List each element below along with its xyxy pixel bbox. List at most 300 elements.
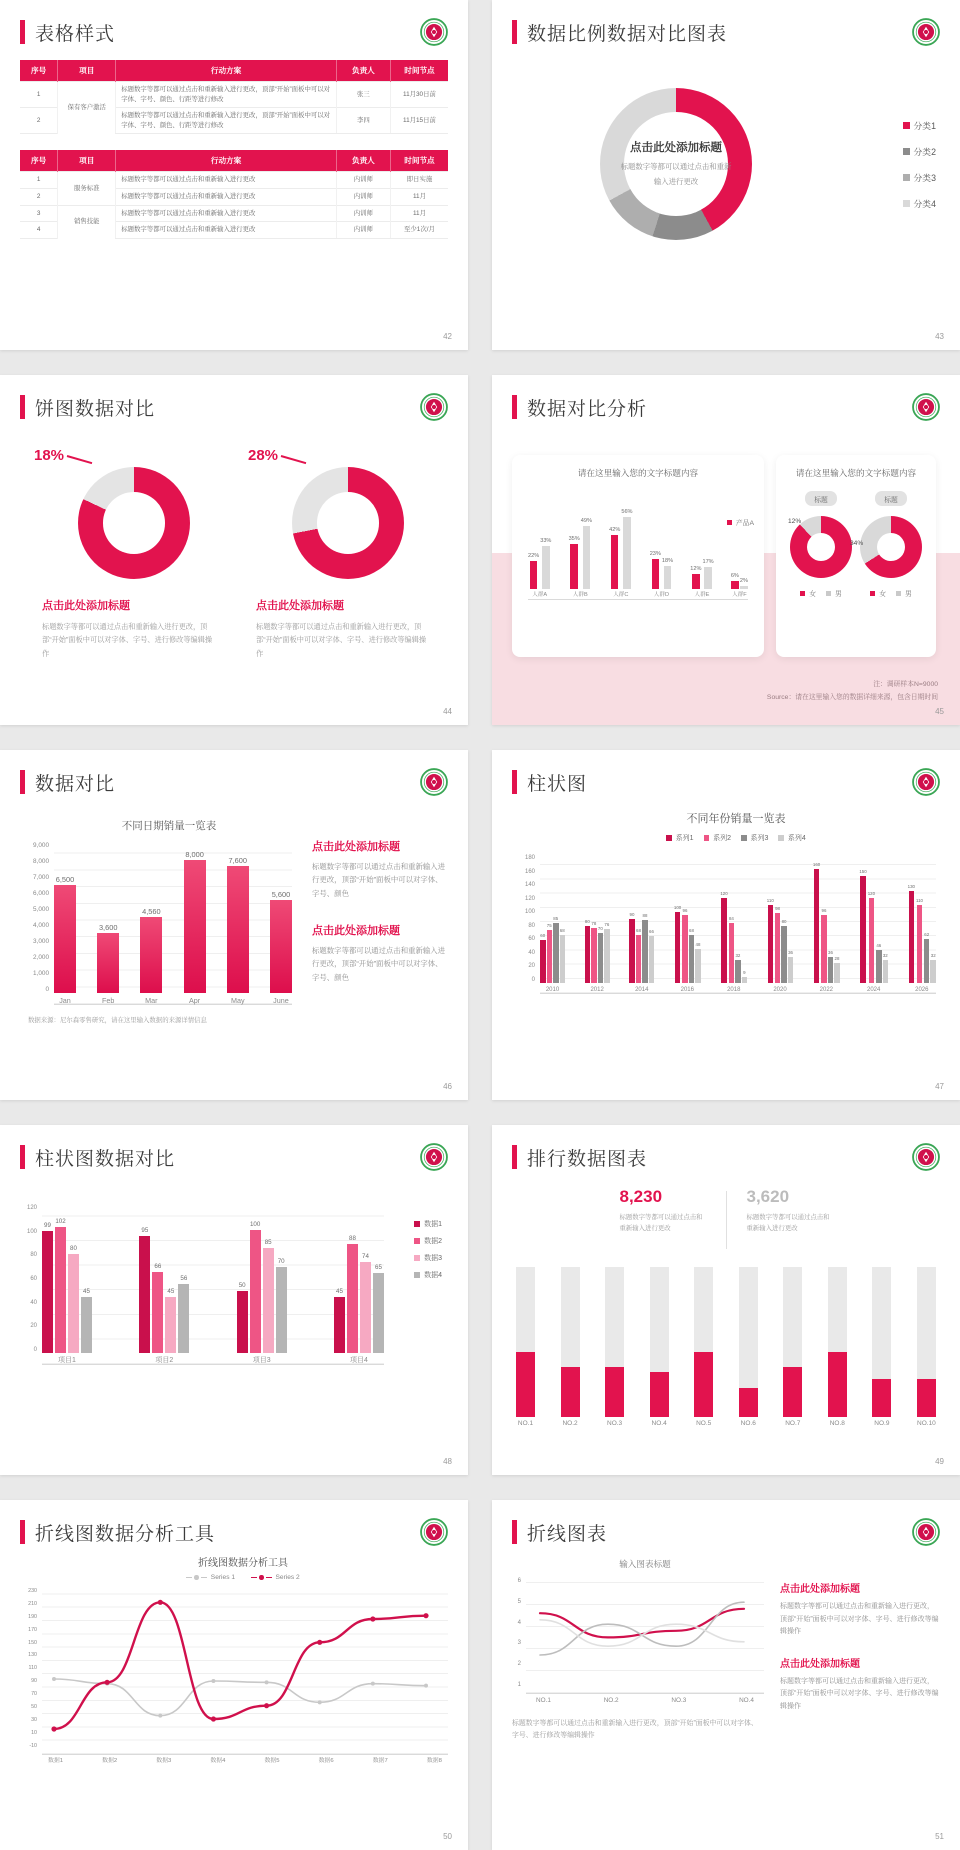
bar xyxy=(649,936,655,983)
line-chart xyxy=(512,1558,764,1743)
y-tick-label: 140 xyxy=(524,882,535,889)
bar-group xyxy=(629,855,654,993)
bar-wrap xyxy=(828,855,834,983)
bar-group xyxy=(720,855,747,993)
bar xyxy=(55,1227,66,1353)
legend-label: 数据3 xyxy=(424,1255,442,1262)
legend-swatch xyxy=(903,122,910,129)
col-header: 项目 xyxy=(58,60,116,82)
donut-chart xyxy=(78,467,190,579)
cell-plan: 标题数字等都可以通过点击和重新输入进行更改 xyxy=(116,172,337,189)
legend-item xyxy=(903,171,937,184)
slide-compare-analysis[interactable] xyxy=(492,375,960,725)
x-axis-label: 数据6 xyxy=(318,1758,334,1764)
x-axis-label: 数据4 xyxy=(210,1758,226,1764)
x-axis-label: NO.3 xyxy=(607,1420,623,1427)
line-marker-icon xyxy=(186,1575,207,1580)
x-axis-label: NO.10 xyxy=(917,1420,936,1427)
bar-row xyxy=(227,843,249,993)
donut-legend xyxy=(903,119,937,210)
bar-group xyxy=(609,509,632,599)
legend-swatch xyxy=(800,591,805,596)
bar-wrap xyxy=(528,509,539,589)
bar xyxy=(781,926,787,983)
bar-wrap xyxy=(729,855,735,983)
bar-wrap xyxy=(775,855,781,983)
bar-group xyxy=(813,855,840,993)
bar xyxy=(184,860,206,993)
legend-label: 分类3 xyxy=(913,172,936,183)
bar xyxy=(178,1284,189,1353)
bar xyxy=(742,977,748,983)
data-point xyxy=(318,1700,322,1704)
bar-group xyxy=(859,855,888,993)
bar-value-label: 60 xyxy=(540,933,546,939)
bar-wrap xyxy=(227,843,249,993)
legend-item xyxy=(903,197,937,210)
pie-callout xyxy=(248,447,307,464)
y-tick-label: 3 xyxy=(517,1640,521,1647)
bar-wrap xyxy=(720,855,727,983)
bar-value-label: 85 xyxy=(553,916,559,922)
data-source-note: 数据来源：尼尔森零售研究，请在这里输入数据的来源详情信息 xyxy=(28,1017,207,1025)
slide-bar-compare[interactable] xyxy=(0,1125,468,1475)
bar xyxy=(152,1272,163,1353)
legend-line xyxy=(266,1577,272,1579)
bars-area xyxy=(54,843,292,1005)
bar-wrap xyxy=(152,1205,163,1353)
x-axis-label: NO.6 xyxy=(740,1420,756,1427)
bar-value-label: 76 xyxy=(604,922,610,928)
table-row xyxy=(20,205,448,222)
bar-wrap xyxy=(553,855,559,983)
bar-row xyxy=(720,855,747,983)
bar xyxy=(553,923,559,983)
stacked-bar xyxy=(917,1267,936,1428)
bar-value-label: 75 xyxy=(546,923,552,929)
slide-donut-ratio[interactable] xyxy=(492,0,960,350)
y-tick-label: 5,000 xyxy=(33,905,49,913)
bar-value-label: 12% xyxy=(690,565,702,572)
bar-group xyxy=(184,843,206,1004)
bar xyxy=(735,960,741,983)
bar-row xyxy=(908,855,936,983)
y-tick-label: 0 xyxy=(33,1346,37,1353)
y-tick-label: 80 xyxy=(528,922,535,929)
bar xyxy=(768,905,774,983)
legend-label: 系列2 xyxy=(713,835,731,842)
bar xyxy=(591,928,597,983)
bar-value-label: 6% xyxy=(730,572,739,579)
bar-wrap xyxy=(178,1205,189,1353)
accent-bar xyxy=(512,1145,517,1169)
bar-group xyxy=(585,855,610,993)
y-tick-label: -10 xyxy=(29,1742,37,1749)
y-tick-label: 100 xyxy=(524,909,535,916)
legend-item xyxy=(414,1219,442,1229)
bar xyxy=(250,1230,261,1353)
bar-value-label: 74 xyxy=(362,1253,369,1261)
page-number: 50 xyxy=(443,1832,452,1841)
donut-chart xyxy=(600,88,752,240)
bar-value-label: 88 xyxy=(349,1235,356,1243)
bar-value-label: 84 xyxy=(728,916,734,922)
bar xyxy=(139,1236,150,1353)
bar-wrap xyxy=(547,855,553,983)
legend-label: 系列3 xyxy=(750,835,769,842)
bar xyxy=(530,561,538,589)
bar-value-label: 45 xyxy=(83,1288,90,1296)
slide-table-style[interactable] xyxy=(0,0,468,350)
bar-value-label: 120 xyxy=(867,891,876,897)
block-title: 点击此处添加标题 xyxy=(780,1584,860,1595)
y-tick-label: 2,000 xyxy=(33,953,49,961)
bar xyxy=(42,1231,53,1353)
source-notes xyxy=(767,679,938,705)
donut-hole xyxy=(317,492,379,554)
bar-group xyxy=(650,509,673,599)
brand-logo-icon xyxy=(420,1143,448,1171)
bar-row xyxy=(540,855,565,983)
table-row xyxy=(20,82,448,108)
bar-row xyxy=(690,509,713,589)
bar-group xyxy=(674,855,701,993)
bar-value-label: 68 xyxy=(559,928,565,934)
title-badge: 标题 xyxy=(805,491,837,506)
brand-logo-icon xyxy=(420,1518,448,1546)
data-point xyxy=(51,1726,56,1731)
chart-title: 输入图表标题 xyxy=(619,1559,671,1569)
bar-value-label: 6,500 xyxy=(55,875,75,885)
block-title: 点击此处添加标题 xyxy=(780,1658,860,1670)
slide-header xyxy=(512,1143,940,1171)
bar xyxy=(347,1244,358,1353)
bar-wrap xyxy=(649,855,655,983)
bar-group xyxy=(270,843,292,1004)
accent-bar xyxy=(512,20,517,44)
y-tick-label: 170 xyxy=(28,1626,37,1633)
bar xyxy=(731,581,739,589)
donut-hole xyxy=(877,533,905,561)
stack-red-segment xyxy=(872,1379,891,1417)
y-tick-label: 130 xyxy=(28,1652,37,1659)
y-tick-label: 20 xyxy=(528,963,535,970)
bar-wrap xyxy=(834,855,840,983)
bar xyxy=(270,900,292,993)
bar-value-label: 80 xyxy=(70,1245,77,1253)
cell-no: 2 xyxy=(20,189,58,206)
cell-plan: 标题数字等都可以通过点击和重新输入进行更改，顶部“开始”面板中可以对字体、字号、颜色、行距等进行修改 xyxy=(116,108,337,134)
stat-callouts xyxy=(512,1187,940,1249)
page-title: 柱状图 xyxy=(527,773,588,795)
data-point xyxy=(211,1716,216,1721)
block-body: 标题数字等都可以通过点击和重新输入进行更改，顶部“开始”面板中可以对字体、字号、进行修改等编辑操作 xyxy=(780,1603,939,1636)
bar-value-label: 23% xyxy=(649,550,661,557)
bar xyxy=(237,1291,248,1353)
y-tick-label: 0 xyxy=(531,976,535,983)
bar-wrap xyxy=(868,855,875,983)
bar xyxy=(629,919,635,983)
bars-area xyxy=(540,855,936,994)
line-series xyxy=(540,1602,744,1655)
bar-value-label: 65 xyxy=(375,1264,382,1272)
legend-item xyxy=(704,833,731,843)
line-plot-area xyxy=(526,1578,764,1694)
page-title: 折线图数据分析工具 xyxy=(35,1523,216,1545)
chart-legend xyxy=(38,1574,448,1581)
slide-line-chart[interactable] xyxy=(492,1500,960,1850)
legend-label: 数据4 xyxy=(424,1272,442,1279)
bar xyxy=(909,891,915,983)
stack-column xyxy=(917,1267,936,1417)
bar-row xyxy=(528,509,551,589)
bar-value-label: 66 xyxy=(154,1263,162,1271)
data-point xyxy=(158,1600,163,1605)
x-axis-label: 项目3 xyxy=(252,1357,271,1364)
legend-swatch xyxy=(896,591,901,596)
slide-header xyxy=(512,1518,940,1546)
bar-value-label: 42% xyxy=(609,526,621,533)
slide-header xyxy=(512,768,940,796)
grouped-bar-chart xyxy=(20,1205,448,1365)
badge-row xyxy=(786,491,926,506)
data-point xyxy=(265,1680,269,1684)
bar xyxy=(682,915,688,983)
stack-red-segment xyxy=(650,1372,669,1417)
y-tick-label: 6 xyxy=(517,1578,521,1584)
legend-label: 系列1 xyxy=(675,835,694,842)
page-title: 柱状图数据对比 xyxy=(35,1148,176,1170)
x-axis-label: May xyxy=(230,996,245,1005)
bar-value-label: 33% xyxy=(540,537,552,544)
slide-data-compare[interactable] xyxy=(0,750,468,1100)
cell-owner: 内训师 xyxy=(336,172,390,189)
brand-logo-icon xyxy=(912,768,940,796)
slide-ranking-chart[interactable] xyxy=(492,1125,960,1475)
bar-row xyxy=(674,855,701,983)
gender-donut-1 xyxy=(790,516,852,578)
stacked-bar xyxy=(828,1267,847,1428)
bar-wrap xyxy=(695,855,701,983)
paired-bar-chart xyxy=(522,509,754,600)
bar-value-label: 68 xyxy=(636,928,641,934)
x-axis-label: 数据8 xyxy=(426,1758,442,1764)
legend-swatch xyxy=(704,835,710,841)
y-tick-label: 9,000 xyxy=(33,842,49,849)
col-header: 负责人 xyxy=(336,60,390,82)
donut-center-text xyxy=(600,88,752,240)
legend-label: Series 1 xyxy=(210,1574,235,1581)
brand-logo xyxy=(912,768,940,796)
stacked-bar-chart xyxy=(512,1267,940,1428)
x-axis-labels xyxy=(42,1755,448,1765)
y-tick-label: 5 xyxy=(517,1598,521,1605)
bar xyxy=(775,913,781,983)
bar xyxy=(821,915,827,983)
slide-header xyxy=(20,1518,448,1546)
cell-time: 11月 xyxy=(390,189,448,206)
y-tick-label: 180 xyxy=(524,855,535,861)
cell-plan: 标题数字等都可以通过点击和重新输入进行更改 xyxy=(116,205,337,222)
stacked-bar xyxy=(650,1267,669,1428)
bar xyxy=(642,920,648,983)
chart-title: 折线图数据分析工具 xyxy=(198,1558,288,1569)
bar-wrap xyxy=(767,855,774,983)
bar xyxy=(570,544,578,589)
bar-value-label: 18% xyxy=(661,557,674,564)
x-axis-label: 2014 xyxy=(635,987,649,993)
x-axis-label: NO.3 xyxy=(671,1697,687,1704)
bar-wrap xyxy=(682,855,688,983)
page-number: 47 xyxy=(935,1082,944,1091)
x-axis-labels xyxy=(526,1694,764,1704)
bar-wrap xyxy=(609,509,620,589)
x-axis-label: 项目2 xyxy=(155,1357,174,1364)
bar xyxy=(263,1248,274,1353)
bar-wrap xyxy=(55,1205,66,1353)
stacked-bar xyxy=(561,1267,580,1428)
legend-swatch xyxy=(414,1272,420,1278)
col-header: 负责人 xyxy=(336,150,390,172)
chart-plot xyxy=(512,1578,764,1694)
legend-label: 女 xyxy=(879,591,887,598)
bar-value-label: 36 xyxy=(828,950,833,956)
x-axis-label: 人群E xyxy=(694,592,710,598)
brand-logo xyxy=(420,1143,448,1171)
callout-percent: 18% xyxy=(34,447,65,464)
bar-row xyxy=(609,509,632,589)
bar-row xyxy=(859,855,888,983)
brand-logo-icon xyxy=(912,1143,940,1171)
page-number: 48 xyxy=(443,1457,452,1466)
bar-wrap xyxy=(636,855,642,983)
slide-header xyxy=(512,393,940,421)
bar-wrap xyxy=(591,855,597,983)
legend-item xyxy=(414,1253,442,1263)
bar-group xyxy=(690,509,713,599)
slide-bar-chart[interactable] xyxy=(492,750,960,1100)
cell-owner: 张三 xyxy=(336,82,390,108)
bar xyxy=(611,535,619,589)
text-column xyxy=(312,838,448,1024)
bar-value-label: 102 xyxy=(55,1218,66,1226)
bars-area xyxy=(528,509,748,600)
brand-logo xyxy=(420,18,448,46)
y-axis xyxy=(20,1205,42,1353)
legend-swatch xyxy=(414,1238,420,1244)
page-title: 折线图表 xyxy=(527,1523,608,1545)
bar-wrap xyxy=(581,509,592,589)
y-axis xyxy=(512,1578,526,1688)
y-tick-label: 50 xyxy=(31,1704,37,1711)
bar-wrap xyxy=(930,855,936,983)
page-number: 44 xyxy=(443,707,452,716)
accent-bar xyxy=(20,1520,25,1544)
bar-wrap xyxy=(813,855,820,983)
brand-logo xyxy=(912,1143,940,1171)
block-body: 标题数字等都可以通过点击和重新输入进行更改，顶部“开始”面板中可以对字体、字号、进行修改等编辑操作 xyxy=(42,622,213,658)
bar xyxy=(692,574,700,589)
bar xyxy=(604,929,610,983)
y-tick-label: 120 xyxy=(26,1205,37,1211)
stack-red-segment xyxy=(828,1352,847,1417)
stack-red-segment xyxy=(917,1379,936,1417)
bar-value-label: 62 xyxy=(924,932,930,938)
block-body: 标题数字等都可以通过点击和重新输入进行更改，顶部“开始”面板中可以对字体、字号、颜色 xyxy=(312,862,446,898)
bar-wrap xyxy=(237,1205,248,1353)
bar xyxy=(165,1297,176,1353)
y-tick-label: 4 xyxy=(517,1619,521,1626)
slide-line-analysis[interactable] xyxy=(0,1500,468,1850)
bar-wrap xyxy=(735,855,741,983)
col-header: 时间节点 xyxy=(390,60,448,82)
stacked-bar xyxy=(783,1267,802,1428)
bar-wrap xyxy=(924,855,930,983)
bar-value-label: 7,600 xyxy=(228,856,247,866)
slide-pie-compare[interactable] xyxy=(0,375,468,725)
chart-title: 不同日期销量一览表 xyxy=(121,820,217,832)
x-axis-label: 2022 xyxy=(819,987,833,993)
brand-logo-icon xyxy=(912,18,940,46)
stack-column xyxy=(605,1267,624,1417)
bar-row xyxy=(585,855,610,983)
legend-dot xyxy=(194,1575,199,1580)
legend-item xyxy=(186,1574,235,1581)
chart-plot xyxy=(20,1589,448,1755)
y-tick-label: 230 xyxy=(28,1588,37,1594)
bar-value-label: 48 xyxy=(695,942,701,948)
stack-column xyxy=(828,1267,847,1417)
legend-item xyxy=(903,119,937,132)
y-tick-label: 1,000 xyxy=(33,969,49,977)
legend-label: 分类2 xyxy=(913,146,936,157)
accent-bar xyxy=(20,395,25,419)
bar-value-label: 68 xyxy=(689,928,694,934)
bar xyxy=(924,939,930,983)
block-title: 点击此处添加标题 xyxy=(42,600,130,612)
bar-wrap xyxy=(81,1205,92,1353)
line-chart xyxy=(20,1554,448,1765)
x-axis-label: NO.8 xyxy=(829,1420,845,1427)
bar-value-label: 5,600 xyxy=(271,890,291,900)
bar-wrap xyxy=(859,855,866,983)
x-axis-label: 数据5 xyxy=(264,1758,280,1764)
text-block xyxy=(312,922,448,984)
bar xyxy=(869,898,875,983)
bar-row xyxy=(54,843,76,993)
slide-header xyxy=(512,18,940,46)
title-badge: 标题 xyxy=(875,491,907,506)
x-axis-label: 2024 xyxy=(867,987,881,993)
data-point xyxy=(105,1680,110,1685)
bar-wrap xyxy=(621,509,632,589)
bar-wrap xyxy=(139,1205,150,1353)
bar-value-label: 2% xyxy=(739,577,748,584)
x-axis-label: 2026 xyxy=(915,987,929,993)
bar-group xyxy=(767,855,794,993)
bar-row xyxy=(237,1205,287,1353)
page-title: 数据对比分析 xyxy=(527,398,648,420)
legend-label: Series 2 xyxy=(275,1574,300,1581)
x-axis-label: 数据3 xyxy=(156,1758,172,1764)
accent-bar xyxy=(20,20,25,44)
x-axis-label: 2018 xyxy=(727,987,741,993)
bar-value-label: 120 xyxy=(720,891,728,897)
bar xyxy=(540,940,546,983)
legend-swatch xyxy=(778,835,784,841)
bar xyxy=(834,963,840,983)
legend-item xyxy=(903,145,937,158)
